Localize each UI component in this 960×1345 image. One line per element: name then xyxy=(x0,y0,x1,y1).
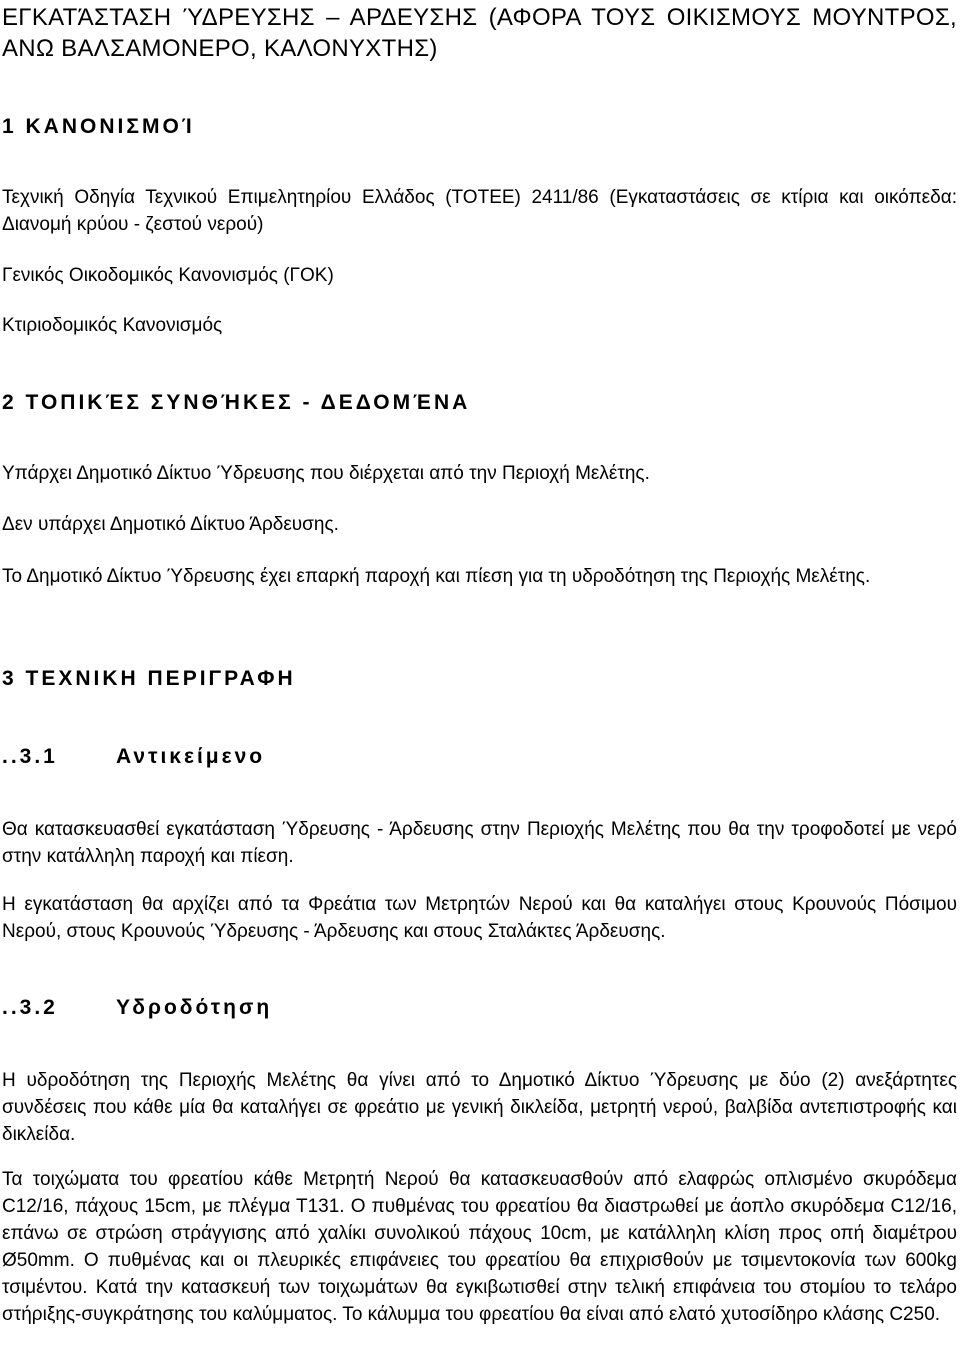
section-3-heading: 3 ΤΕΧΝΙΚΗ ΠΕΡΙΓΡΑΦΗ xyxy=(2,667,296,690)
subsection-3-2-title: Υδροδότηση xyxy=(116,996,273,1019)
subsection-3-1-heading xyxy=(2,743,957,770)
subsection-3-1-title: Αντικείμενο xyxy=(116,745,266,768)
local-condition-no-irrigation: Δεν υπάρχει Δημοτικό Δίκτυο Άρδευσης. xyxy=(2,514,339,535)
regulation-item-totee: Τεχνική Οδηγία Τεχνικού Επιμελητηρίου Ελλάδος (ΤΟΤΕΕ) 2411/86 (Εγκαταστάσεις σε κτίρια και οικόπεδα: Διανομή κρύου - ζεστού νερού) xyxy=(2,187,957,235)
subsection-3-2-heading xyxy=(2,994,957,1021)
object-paragraph-2: Η εγκατάσταση θα αρχίζει από τα Φρεάτια των Μετρητών Νερού και θα καταλήγει στους Κρουνούς Πόσιμου Νερού, στους Κρουνούς Ύδρευσης - Άρδευσης και στους Σταλάκτες Άρδευσης. xyxy=(2,894,957,942)
water-supply-paragraph-2: Τα τοιχώματα του φρεατίου κάθε Μετρητή Νερού θα κατασκευασθούν από ελαφρώς οπλισμένο σκυρόδεμα C12/16, πάχους 15cm, με πλέγμα Τ131. Ο πυθμένας του φρεατίου θα διαστρωθεί με άοπλο σκυρόδεμα C12/16, επάνω σε στρώση στράγγισης από χαλίκι συνολικού πάχους 10cm, με κατάλληλη κλίση προς οπή διαμέτρου Ø50mm. Ο πυθμένας και οι πλευρικές επιφάνειες του φρεατίου θα επιχρισθούν με τσιμεντοκονία των 600kg τσιμέντου. Κατά την κατασκευή των τοιχωμάτων θα εγκιβωτισθεί στην τελική επιφάνεια του στομίου το τελάρο στήριξης-συγκράτησης του καλύμματος. Το κάλυμμα του φρεατίου θα είναι από ελατό χυτοσίδηρο κλάσης C250. xyxy=(2,1169,957,1325)
subsection-3-1-number: ..3.1 xyxy=(2,745,58,768)
section-2-heading: 2 ΤΟΠΙΚΈΣ ΣΥΝΘΉΚΕΣ - ΔΕΔΟΜΈΝΑ xyxy=(2,391,471,414)
local-condition-water-network: Υπάρχει Δημοτικό Δίκτυο Ύδρευσης που διέρχεται από την Περιοχή Μελέτης. xyxy=(2,463,650,484)
object-paragraph-1: Θα κατασκευασθεί εγκατάσταση Ύδρευσης - Άρδευσης στην Περιοχής Μελέτης που θα την τροφοδοτεί με νερό στην κατάλληλη παροχή και πίεση. xyxy=(2,819,957,867)
document-title: ΕΓΚΑΤΆΣΤΑΣΗ ΎΔΡΕΥΣΗΣ – ΑΡΔΕΥΣΗΣ (ΑΦΟΡΑ ΤΟΥΣ ΟΙΚΙΣΜΟΥΣ ΜΟΥΝΤΡΟΣ, ΑΝΩ ΒΑΛΣΑΜΟΝΕΡΟ, ΚΑΛΟΝΥΧΤΗΣ) xyxy=(2,4,957,62)
subsection-3-2-number: ..3.2 xyxy=(2,996,58,1019)
regulation-item-gok: Γενικός Οικοδομικός Κανονισμός (ΓΟΚ) xyxy=(2,265,334,286)
regulation-item-ktiriodomikos: Κτιριοδομικός Κανονισμός xyxy=(2,315,223,336)
water-supply-paragraph-1: Η υδροδότηση της Περιοχής Μελέτης θα γίνει από το Δημοτικό Δίκτυο Ύδρευσης με δύο (2) ανεξάρτητες συνδέσεις που κάθε μία θα καταλήγει σε φρεάτιο με γενική δικλείδα, μετρητή νερού, βαλβίδα αντεπιστροφής και δικλείδα. xyxy=(2,1070,957,1145)
section-1-heading: 1 ΚΑΝΟΝΙΣΜΟΊ xyxy=(2,115,195,138)
local-condition-adequate-supply: Το Δημοτικό Δίκτυο Ύδρευσης έχει επαρκή παροχή και πίεση για τη υδροδότηση της Περιοχής Μελέτης. xyxy=(2,566,871,587)
